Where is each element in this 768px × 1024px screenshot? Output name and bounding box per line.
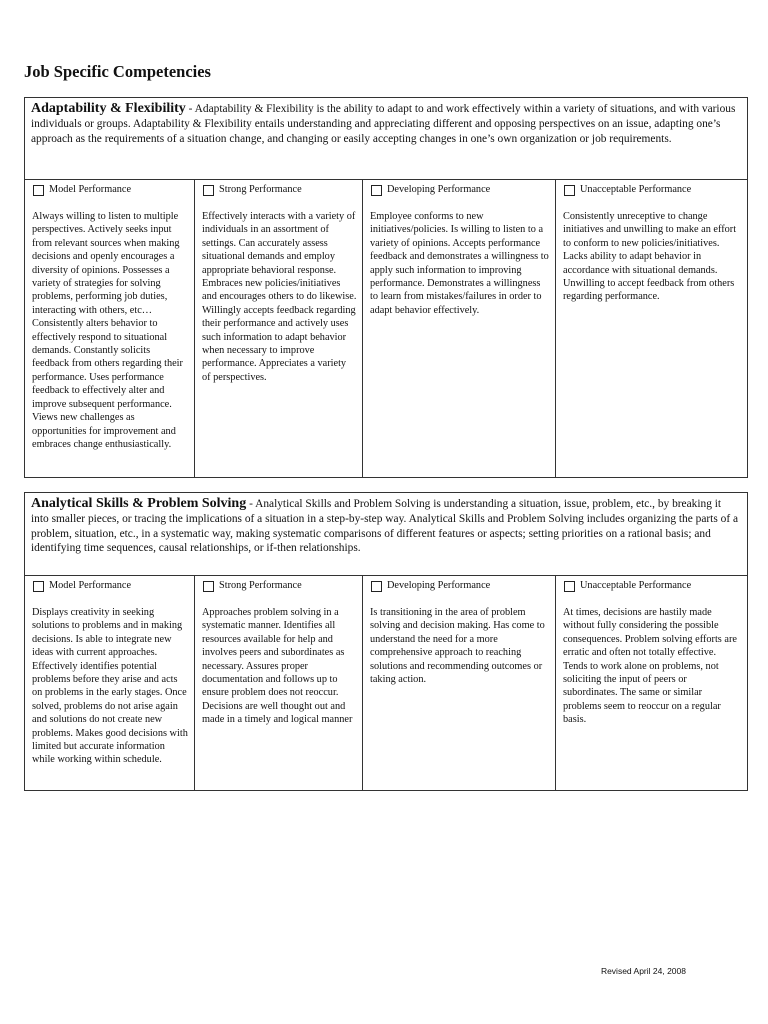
performance-levels [25,576,747,790]
developing-performance-checkbox[interactable] [371,185,382,196]
competency-header [25,493,747,576]
unacceptable-performance-checkbox[interactable] [564,185,575,196]
revision-date: Revised April 24, 2008 [600,966,686,976]
level-description: Displays creativity in seeking solutions to problems and in making decisions. Is able to integrate new ideas with current approaches. Effectively identifies potential problems before they arise and acts on problems in the early stages. Once solved, problems do not arise again and solutions do not create new problems. Makes good decisions with limited but accurate information while working within schedule. [32,607,188,766]
competency-header [25,98,747,180]
level-unacceptable [556,180,747,477]
level-description: At times, decisions are hastily made without fully considering the possible consequences. Problem solving efforts are erratic and often not totally effective. Tends to work alone on problems, not soliciting the input of peers or subordinates. The same or similar problems seem to reoccur on a regular basis. [563,607,737,726]
level-description: Is transitioning in the area of problem solving and decision making. Has come to understand the need for a more comprehensive approach to reaching solutions and recommending outcomes or taking action. [370,607,545,686]
level-description: Employee conforms to new initiatives/policies. Is willing to listen to a variety of opinions. Accepts performance feedback and demonstrates a willingness to apply such information to improving performance. Demonstrates a willingness to learn from mistakes/failures in order to adapt behavior effectively. [370,211,549,316]
strong-performance-checkbox[interactable] [203,581,214,592]
level-developing [363,180,556,477]
level-description: Consistently unreceptive to change initiatives and unwilling to make an effort to conform to new policies/initiatives. Lacks ability to adapt behavior in accordance with situational demands. Unwilling to accept feedback from others regarding performance. [563,211,737,303]
level-unacceptable [556,576,747,790]
level-description: Always willing to listen to multiple perspectives. Actively seeks input from relevant sources when making decisions and openly encourages a diversity of opinions. Possesses a variety of strategies for solving problems, performing job duties, interacting with others, etc… Consistently alters behavior to effectively respond to situational demands. Constantly solicits feedback from others regarding their performance. Uses performance feedback to effectively alter and improve subsequent performance. Views new challenges as opportunities for improvement and embraces change enthusiastically. [32,211,183,450]
level-label: Strong Performance [219,184,302,196]
level-label: Developing Performance [387,184,491,196]
level-label: Developing Performance [387,580,491,592]
competency-definition: Adaptability & Flexibility is the ability to adapt to and work effectively within a variety of situations, and with various individuals or groups. Adaptability & Flexibility entails understanding and appreciating different and opposing perspectives on an issue, adapting one’s approach as the requirements of a situation change, and changing or easily accepting changes in one’s own organization or job requirements. [31,103,736,145]
developing-performance-checkbox[interactable] [371,581,382,592]
competency-name: Adaptability & Flexibility [31,101,186,116]
level-developing [363,576,556,790]
level-label: Unacceptable Performance [580,184,692,196]
competency-analytical-skills [24,492,748,791]
unacceptable-performance-checkbox[interactable] [564,581,575,592]
level-model [25,180,195,477]
page-title: Job Specific Competencies [24,62,211,81]
level-description: Approaches problem solving in a systematic manner. Identifies all resources available for help and involves peers and subordinates as necessary. Assures proper documentation and follows up to ensure problem does not reoccur. Decisions are well thought out and made in a timely and logical manner [202,607,353,726]
model-performance-checkbox[interactable] [33,581,44,592]
level-strong [195,576,363,790]
level-description: Effectively interacts with a variety of individuals in an assortment of settings. Can accurately assess situational demands and employ appropriate behavioral response. Embraces new policies/initiatives and encourages others to do likewise. Willingly accepts feedback regarding their performance and actively uses such information to adapt behavior when necessary to improve performance. Appreciates a variety of perspectives. [202,211,357,383]
level-label: Model Performance [49,184,132,196]
level-strong [195,180,363,477]
level-label: Unacceptable Performance [580,580,692,592]
model-performance-checkbox[interactable] [33,185,44,196]
competency-separator: - [185,103,195,115]
competency-name: Analytical Skills & Problem Solving [31,496,247,511]
level-label: Strong Performance [219,580,302,592]
competency-separator: - [246,498,256,510]
level-label: Model Performance [49,580,132,592]
competency-definition: Analytical Skills and Problem Solving is understanding a situation, issue, problem, etc., by breaking it into smaller pieces, or tracing the implications of a situation in a step-by-step way. Analytical Skills and Problem Solving includes organizing the parts of a problem, situation, etc., in a systematic way, making systematic comparisons of different features or aspects; setting priorities on a rational basis; and identifying time sequences, causal relationships, or if-then relationships. [31,498,739,555]
performance-levels [25,180,747,477]
level-model [25,576,195,790]
strong-performance-checkbox[interactable] [203,185,214,196]
competency-adaptability [24,97,748,478]
